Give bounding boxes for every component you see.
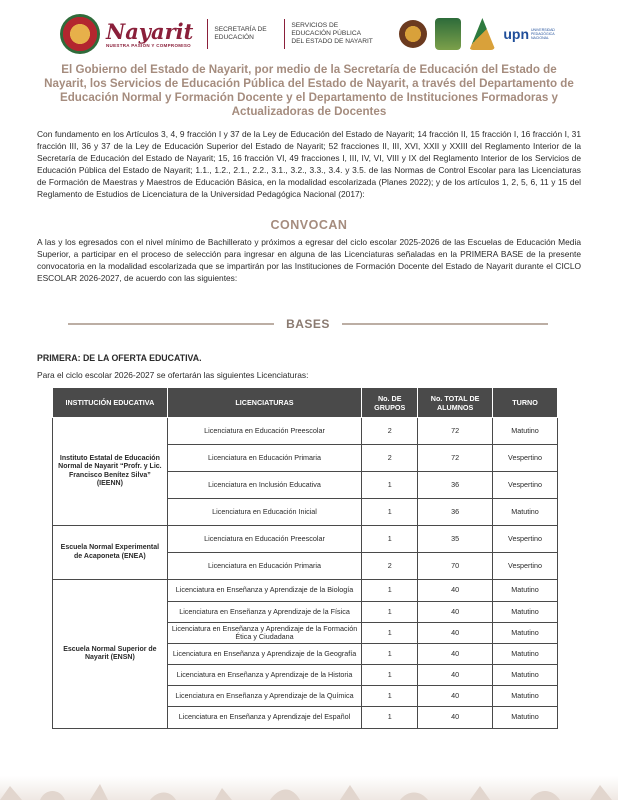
table-row (53, 526, 558, 553)
header-alumnos: No. TOTAL DE ALUMNOS (418, 388, 493, 418)
header-turno: TURNO (493, 388, 558, 418)
grupos-cell: 2 (362, 553, 418, 580)
servicios-line1: SERVICIOS DE (291, 22, 339, 29)
secretaria-label (214, 26, 278, 42)
alumnos-cell: 40 (418, 707, 493, 729)
servicios-line2: EDUCACIÓN PÚBLICA (291, 30, 361, 37)
alumnos-cell: 35 (418, 526, 493, 553)
fundamento-paragraph: Con fundamento en los Artículos 3, 4, 9 fracción I y 37 de la Ley de Educación del Estado de Nayarit; 14 fracción II, 15 fracción I, 16 fracción I, 31 fracción III, 36 y 37 de la Ley de Educación Superior del Estado de Nayarit; 52 fracciones II, III, XVI, XXII y XXIII del Reglamento Interior de la Secretaría de Educación del Estado de Nayarit; 15, 16 fracción VI, 49 fracciones I, III, IV, VI, VIII y IX del Reglamento Interior de los Servicios de Educación Pública del Estado de Nayarit; 1.1., 1.2., 2.1., 2.2., 3.1., 3.2., 3.3., 3.4. y 3.5. de las Normas de Control Escolar para las Licenciaturas de Formación de Maestras y Maestros de Educación Básica, en la modalidad escolarizada (Planes 2022); y de los artículos 1, 2, 5, 6, 11 y 15 del Reglamento de Estudios de Licenciatura de la Universidad Pedagógica Nacional (2017): (37, 129, 581, 199)
table-row (53, 580, 558, 602)
document-title: El Gobierno del Estado de Nayarit, por medio de la Secretaría de Educación del Estado de Nayarit, los Servicios de Educación Pública del Estado de Nayarit, a través del Departamento de Educación Normal y Formación Docente y el Departamento de Instituciones Formadoras y Actualizadoras de Docentes (44, 63, 574, 118)
turno-cell: Matutino (493, 707, 558, 729)
divider (207, 19, 208, 49)
alumnos-cell: 72 (418, 418, 493, 445)
licenciatura-cell: Licenciatura en Enseñanza y Aprendizaje de la Formación Ética y Ciudadana (167, 623, 362, 644)
turno-cell: Vespertino (493, 526, 558, 553)
licenciatura-cell: Licenciatura en Educación Preescolar (167, 526, 362, 553)
bases-heading-row (68, 315, 548, 333)
licenciatura-cell: Licenciatura en Enseñanza y Aprendizaje del Español (167, 707, 362, 729)
alumnos-cell: 40 (418, 686, 493, 707)
grupos-cell: 1 (362, 499, 418, 526)
alumnos-cell: 40 (418, 665, 493, 686)
turno-cell: Vespertino (493, 553, 558, 580)
grupos-cell: 1 (362, 707, 418, 729)
secretaria-line1: SECRETARÍA DE (214, 26, 267, 33)
convocatoria-paragraph: A las y los egresados con el nivel mínimo de Bachillerato y próximos a egresar del ciclo escolar 2025-2026 de las Escuelas de Educación Media Superior, a participar en el proceso de selección para ingresar en alguna de las Licenciaturas señaladas en la PRIMERA BASE de la presente convocatoria en la modalidad escolarizada que se impartirán por las Instituciones de Formación Docente del Estado de Nayarit durante el CICLO ESCOLAR 2026-2027, de acuerdo con las siguientes: (37, 237, 581, 283)
licenciatura-cell: Licenciatura en Educación Primaria (167, 553, 362, 580)
footer-decoration (0, 776, 618, 800)
institution-cell: Escuela Normal Superior de Nayarit (ENSN) (53, 580, 168, 729)
alumnos-cell: 40 (418, 644, 493, 665)
turno-cell: Matutino (493, 580, 558, 602)
alumnos-cell: 40 (418, 580, 493, 602)
grupos-cell: 1 (362, 644, 418, 665)
header-institucion: INSTITUCIÓN EDUCATIVA (53, 388, 168, 418)
state-seal-logo (60, 14, 100, 54)
bases-heading: BASES (286, 317, 330, 331)
licenciatura-cell: Licenciatura en Enseñanza y Aprendizaje de la Física (167, 602, 362, 623)
institution-logo-1 (399, 20, 427, 48)
turno-cell: Matutino (493, 499, 558, 526)
nayarit-brand (106, 18, 194, 48)
institution-cell: Instituto Estatal de Educación Normal de Nayarit “Profr. y Lic. Francisco Benítez Silva” (IEENN) (53, 418, 168, 526)
page-header (60, 10, 560, 58)
turno-cell: Matutino (493, 602, 558, 623)
servicios-line3: DEL ESTADO DE NAYARIT (291, 38, 373, 45)
alumnos-cell: 70 (418, 553, 493, 580)
licenciatura-cell: Licenciatura en Inclusión Educativa (167, 472, 362, 499)
licenciatura-cell: Licenciatura en Enseñanza y Aprendizaje de la Historia (167, 665, 362, 686)
header-licenciaturas: LICENCIATURAS (167, 388, 362, 418)
turno-cell: Matutino (493, 686, 558, 707)
primera-base-heading: PRIMERA: DE LA OFERTA EDUCATIVA. (37, 353, 202, 363)
licenciatura-cell: Licenciatura en Educación Primaria (167, 445, 362, 472)
bases-line-right (342, 323, 548, 325)
oferta-intro: Para el ciclo escolar 2026-2027 se ofertarán las siguientes Licenciaturas: (37, 370, 309, 380)
turno-cell: Matutino (493, 418, 558, 445)
table-header-row (53, 388, 558, 418)
servicios-label (291, 22, 391, 46)
grupos-cell: 1 (362, 665, 418, 686)
turno-cell: Vespertino (493, 445, 558, 472)
divider (284, 19, 285, 49)
licenciatura-cell: Licenciatura en Educación Preescolar (167, 418, 362, 445)
alumnos-cell: 36 (418, 499, 493, 526)
licenciatura-cell: Licenciatura en Enseñanza y Aprendizaje de la Biología (167, 580, 362, 602)
alumnos-cell: 36 (418, 472, 493, 499)
turno-cell: Matutino (493, 644, 558, 665)
header-grupos: No. DE GRUPOS (362, 388, 418, 418)
convocan-heading: CONVOCAN (270, 218, 348, 232)
alumnos-cell: 40 (418, 602, 493, 623)
institution-logo-3 (469, 18, 495, 50)
turno-cell: Matutino (493, 623, 558, 644)
grupos-cell: 1 (362, 472, 418, 499)
grupos-cell: 1 (362, 602, 418, 623)
table-row (53, 418, 558, 445)
grupos-cell: 2 (362, 445, 418, 472)
institution-logo-2 (435, 18, 461, 50)
grupos-cell: 2 (362, 418, 418, 445)
footer-pattern-icon (0, 776, 618, 800)
upn-short: upn (503, 26, 530, 42)
brand-tagline: NUESTRA PASIÓN Y COMPROMISO (106, 42, 191, 48)
upn-text: UNIVERSIDAD PEDAGÓGICA NACIONAL (531, 28, 555, 40)
institution-cell: Escuela Normal Experimental de Acaponeta (ENEA) (53, 526, 168, 580)
licenciatura-cell: Licenciatura en Enseñanza y Aprendizaje de la Química (167, 686, 362, 707)
turno-cell: Matutino (493, 665, 558, 686)
upn-logo (503, 18, 555, 50)
bases-line-left (68, 323, 274, 325)
secretaria-line2: EDUCACIÓN (214, 34, 254, 41)
licenciatura-cell: Licenciatura en Enseñanza y Aprendizaje de la Geografía (167, 644, 362, 665)
alumnos-cell: 40 (418, 623, 493, 644)
alumnos-cell: 72 (418, 445, 493, 472)
turno-cell: Vespertino (493, 472, 558, 499)
licenciatura-cell: Licenciatura en Educación Inicial (167, 499, 362, 526)
grupos-cell: 1 (362, 580, 418, 602)
grupos-cell: 1 (362, 686, 418, 707)
oferta-table (52, 387, 558, 729)
brand-name: Nayarit (106, 18, 194, 44)
grupos-cell: 1 (362, 623, 418, 644)
grupos-cell: 1 (362, 526, 418, 553)
